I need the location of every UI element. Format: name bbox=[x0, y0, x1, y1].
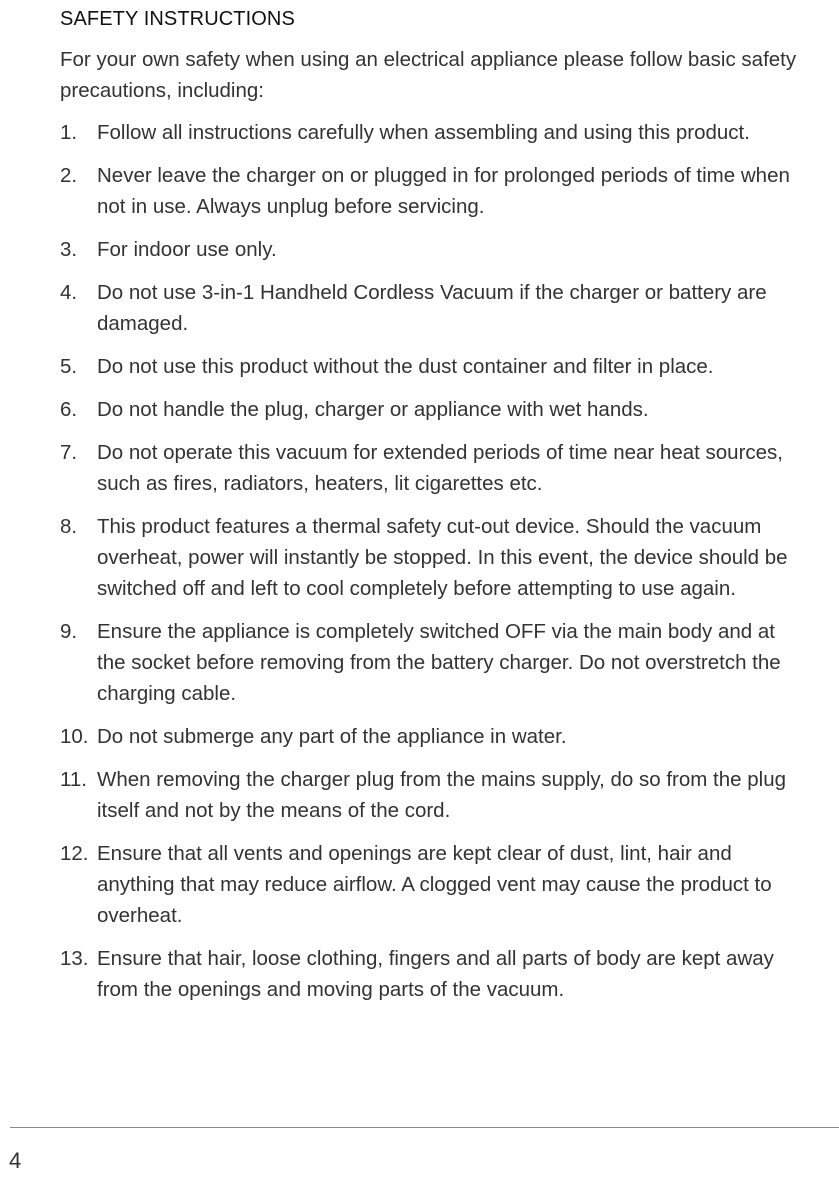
list-item bbox=[60, 117, 800, 148]
list-item bbox=[60, 160, 800, 222]
item-number: 1. bbox=[60, 121, 78, 144]
list-item bbox=[60, 721, 800, 752]
item-number: 13. bbox=[60, 947, 89, 970]
item-number: 7. bbox=[60, 441, 78, 464]
list-item bbox=[60, 764, 800, 826]
list-item bbox=[60, 437, 800, 499]
item-number: 4. bbox=[60, 281, 78, 304]
item-text: Never leave the charger on or plugged in for prolonged periods of time when not in use. Always unplug before servicing. bbox=[97, 164, 790, 218]
item-number: 9. bbox=[60, 620, 78, 643]
item-text: Do not use this product without the dust container and filter in place. bbox=[97, 355, 714, 378]
list-item bbox=[60, 351, 800, 382]
item-text: When removing the charger plug from the mains supply, do so from the plug itself and not by the means of the cord. bbox=[97, 768, 786, 822]
item-text: Follow all instructions carefully when assembling and using this product. bbox=[97, 121, 750, 144]
page-number: 4 bbox=[9, 1148, 22, 1173]
item-number: 3. bbox=[60, 238, 78, 261]
list-item bbox=[60, 943, 800, 1005]
item-number: 12. bbox=[60, 842, 89, 865]
section-heading: SAFETY INSTRUCTIONS bbox=[60, 8, 295, 30]
footer-divider bbox=[10, 1127, 839, 1128]
item-text: Do not use 3-in-1 Handheld Cordless Vacuum if the charger or battery are damaged. bbox=[97, 281, 767, 335]
page-content bbox=[60, 6, 800, 1017]
item-text: Ensure that all vents and openings are kept clear of dust, lint, hair and anything that may reduce airflow. A clogged vent may cause the product to overheat. bbox=[97, 842, 772, 927]
intro-paragraph: For your own safety when using an electrical appliance please follow basic safety precautions, including: bbox=[60, 48, 797, 102]
item-text: Ensure that hair, loose clothing, fingers and all parts of body are kept away from the openings and moving parts of the vacuum. bbox=[97, 947, 774, 1001]
list-item bbox=[60, 234, 800, 265]
list-item bbox=[60, 394, 800, 425]
item-number: 10. bbox=[60, 725, 89, 748]
item-number: 2. bbox=[60, 164, 78, 187]
item-text: This product features a thermal safety cut-out device. Should the vacuum overheat, power will instantly be stopped. In this event, the device should be switched off and left to cool completely before attempting to use again. bbox=[97, 515, 788, 600]
item-number: 8. bbox=[60, 515, 78, 538]
item-text: Ensure the appliance is completely switched OFF via the main body and at the socket before removing from the battery charger. Do not overstretch the charging cable. bbox=[97, 620, 781, 705]
item-number: 5. bbox=[60, 355, 78, 378]
safety-instructions-list bbox=[60, 117, 800, 1005]
list-item bbox=[60, 277, 800, 339]
item-number: 11. bbox=[60, 768, 87, 791]
item-text: For indoor use only. bbox=[97, 238, 277, 261]
list-item bbox=[60, 838, 800, 931]
item-number: 6. bbox=[60, 398, 78, 421]
list-item bbox=[60, 511, 800, 604]
item-text: Do not operate this vacuum for extended periods of time near heat sources, such as fires, radiators, heaters, lit cigarettes etc. bbox=[97, 441, 783, 495]
item-text: Do not submerge any part of the appliance in water. bbox=[97, 725, 567, 748]
item-text: Do not handle the plug, charger or appliance with wet hands. bbox=[97, 398, 649, 421]
list-item bbox=[60, 616, 800, 709]
